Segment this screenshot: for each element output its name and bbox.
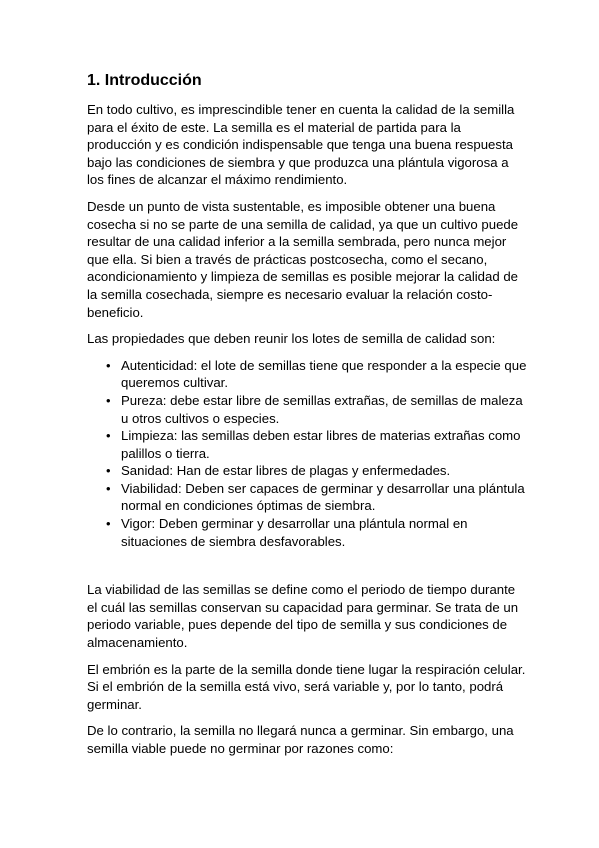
- list-item-text: Limpieza: las semillas deben estar libres de materias extrañas como palillos o tierra.: [121, 428, 521, 461]
- paragraph-sustainability: Desde un punto de vista sustentable, es imposible obtener una buena cosecha si no se parte de una semilla de calidad, ya que un cultivo puede resultar de una calidad inferior a la semilla sembrada, pero nunca mejor que ella. Si bien a través de prácticas postcosecha, como el secano, acondicionamiento y limpieza de semillas es posible mejorar la calidad de la semilla cosechada, siempre es necesario evaluar la relación costo-beneficio.: [87, 198, 519, 320]
- list-item-text: Vigor: Deben germinar y desarrollar una plántula normal en situaciones de siembra desfavorables.: [121, 516, 468, 549]
- list-item: [106, 462, 527, 480]
- paragraph-intro: En todo cultivo, es imprescindible tener en cuenta la calidad de la semilla para el éxito de este. La semilla es el material de partida para la producción y es condición indispensable que tenga una buena respuesta bajo las condiciones de siembra y que produzca una plántula vigorosa a los fines de alcanzar el máximo rendimiento.: [87, 102, 515, 188]
- bullet-icon: •: [106, 480, 111, 496]
- paragraph-embryo: El embrión es la parte de la semilla donde tiene lugar la respiración celular. Si el embrión de la semilla está vivo, será variable y, por lo tanto, podrá germinar.: [87, 661, 526, 712]
- bullet-icon: •: [106, 516, 111, 532]
- bullet-icon: •: [106, 357, 111, 373]
- bullet-icon: •: [106, 428, 111, 444]
- list-item-text: Sanidad: Han de estar libres de plagas y enfermedades.: [121, 463, 451, 479]
- properties-list: [87, 357, 527, 551]
- list-item: [106, 515, 527, 550]
- paragraph-germination: De lo contrario, la semilla no llegará nunca a germinar. Sin embargo, una semilla viable puede no germinar por razones como:: [87, 723, 514, 756]
- list-item-text: Pureza: debe estar libre de semillas extrañas, de semillas de maleza u otros cultivos o especies.: [121, 392, 523, 426]
- list-item: [106, 427, 527, 462]
- document-page: [87, 70, 527, 767]
- section-spacer: [87, 559, 527, 581]
- list-item: [106, 357, 527, 392]
- paragraph-viability: La viabilidad de las semillas se define como el periodo de tiempo durante el cuál las semillas conservan su capacidad para germinar. Se trata de un periodo variable, pues depende del tipo de semilla y sus condiciones de almacenamiento.: [87, 582, 519, 651]
- bullet-icon: •: [106, 463, 111, 479]
- paragraph-properties-lead: Las propiedades que deben reunir los lotes de semilla de calidad son:: [87, 331, 496, 347]
- list-item: [106, 480, 527, 515]
- list-item-text: Autenticidad: el lote de semillas tiene que responder a la especie que queremos cultivar.: [121, 357, 527, 391]
- list-item-text: Viabilidad: Deben ser capaces de germinar y desarrollar una plántula normal en condiciones óptimas de siembra.: [121, 480, 525, 514]
- bullet-icon: •: [106, 392, 111, 408]
- list-item: [106, 392, 527, 427]
- section-heading: 1. Introducción: [87, 72, 202, 89]
